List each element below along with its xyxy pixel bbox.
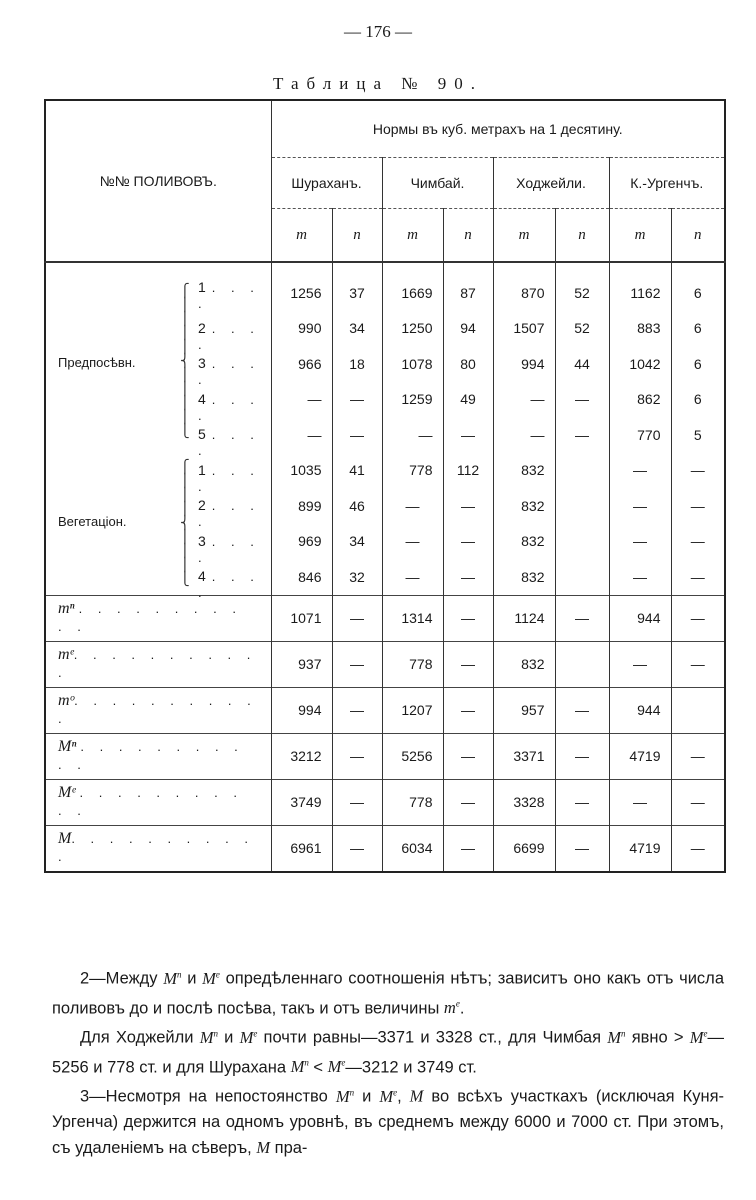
row-label: 1 . . . .: [198, 461, 260, 494]
brace-icon: ⎧ ⎪ ⎪ ⎪ ⎨ ⎪ ⎪ ⎪ ⎩: [180, 459, 190, 586]
group-label-vegetation: Вегетацiон.: [58, 514, 127, 529]
row-label: 5 . . . .: [198, 426, 260, 458]
subheader-m: m: [382, 209, 443, 263]
summary-row-M: M. . . . . . . . . . . 6961 — 6034 — 6699 — 4719 —: [45, 825, 725, 872]
table-row: Вегетацiон. ⎧ ⎪ ⎪ ⎪ ⎨ ⎪ ⎪ ⎪ ⎩ 2 . . . . 899 46 — — 832 — —: [45, 488, 725, 524]
row-label: Вегетацiон. ⎧ ⎪ ⎪ ⎪ ⎨ ⎪ ⎪ ⎪ ⎩ 2 . . . .: [58, 459, 260, 586]
summary-row-Me: Mᵉ . . . . . . . . . . . 3749 — 778 — 3328 — — —: [45, 779, 725, 825]
header-norms: Нормы въ куб. метрахъ на 1 десятину.: [271, 100, 725, 158]
summary-row-mo: mᵒ. . . . . . . . . . . 994 — 1207 — 957 — 944: [45, 687, 725, 733]
page-number: — 176 —: [344, 22, 412, 41]
subheader-n: n: [555, 209, 609, 263]
subheader-m: m: [493, 209, 555, 263]
table-row: 5 . . . . — — — — — — 770 5: [45, 417, 725, 453]
row-label: 2 . . . .: [198, 319, 260, 352]
table-row: 3 . . . . 969 34 — — 832 — —: [45, 524, 725, 560]
subheader-m: m: [271, 209, 332, 263]
table-row: 1 . . . . 1035 41 778 112 832 — —: [45, 453, 725, 489]
subheader-n: n: [332, 209, 382, 263]
table-row: 1 . . . . 1256 37 1669 87 870 52 1162 6: [45, 262, 725, 311]
paragraph-2: 2—Между $M^n$ и Me опредѣленнаго соотношенiя нѣтъ; зависитъ оно какъ отъ числа поливовъ до и послѣ посѣва, такъ и отъ величины $m^e$.: [52, 968, 724, 1017]
body-text: [52, 962, 724, 1161]
row-label: 4 . . . .: [198, 390, 260, 423]
subheader-n: n: [671, 209, 725, 263]
subheader-m: m: [609, 209, 671, 263]
irrigation-norms-table: [44, 99, 726, 873]
paragraph-3: 3—Несмотря на непостоянство $M^n$ и Me, M во всѣхъ участкахъ (исключая Куня-Ургенча) держится на одномъ уровнѣ, въ среднемъ между 6000 и 7000 ст. При этомъ, съ удаленiемъ на сѣверъ, M пра-: [52, 1086, 725, 1157]
row-label: 1 . . . .: [45, 262, 271, 311]
row-label: 4 . . . .: [198, 568, 260, 600]
subheader-n: n: [443, 209, 493, 263]
table-row: 2 . . . . 990 34 1250 94 1507 52 883 6: [45, 311, 725, 347]
summary-row-mn: mⁿ . . . . . . . . . . . 1071 — 1314 — 1124 — 944 —: [45, 595, 725, 641]
header-location-chimbay: Чимбай.: [382, 158, 493, 209]
header-location-k-urgench: К.-Ургенчъ.: [609, 158, 725, 209]
header-location-khodzheyli: Ходжейли.: [493, 158, 609, 209]
summary-row-Mn: Mⁿ . . . . . . . . . . . 3212 — 5256 — 3371 — 4719 —: [45, 733, 725, 779]
group-label-presowing: Предпосѣвн.: [58, 355, 136, 370]
brace-icon: ⎧ ⎪ ⎪ ⎪ ⎪ ⎨ ⎪ ⎪ ⎪ ⎪ ⎩: [180, 283, 190, 438]
summary-row-me: mᵉ. . . . . . . . . . . 937 — 778 — 832 — —: [45, 641, 725, 687]
header-irrigations: №№ ПОЛИВОВЪ.: [99, 173, 217, 189]
table-row: 4 . . . . 846 32 — — 832 — —: [45, 559, 725, 595]
row-label: 3 . . . .: [198, 532, 260, 565]
paragraph-khodzheyli: Для Ходжейли $M^n$ и Me почти равны—3371 и 3328 ст., для Чимбая $M^n$ явно > $M^e—5256$ и 778 ст. и для Шурахана $M^n$ < $M^e—3212$ и 3749 ст.: [52, 1027, 724, 1076]
header-location-shurakhan: Шураханъ.: [271, 158, 382, 209]
table-title: Таблица № 90.: [273, 74, 483, 93]
table-row: 4 . . . . — — 1259 49 — — 862 6: [45, 382, 725, 418]
table-row: Предпосѣвн. ⎧ ⎪ ⎪ ⎪ ⎪ ⎨ ⎪ ⎪ ⎪ ⎪ ⎩ 3 . . . . 966 18 1078 80 994 44 1042 6: [45, 346, 725, 382]
row-label: Предпосѣвн. ⎧ ⎪ ⎪ ⎪ ⎪ ⎨ ⎪ ⎪ ⎪ ⎪ ⎩ 3 . . . .: [58, 283, 260, 438]
